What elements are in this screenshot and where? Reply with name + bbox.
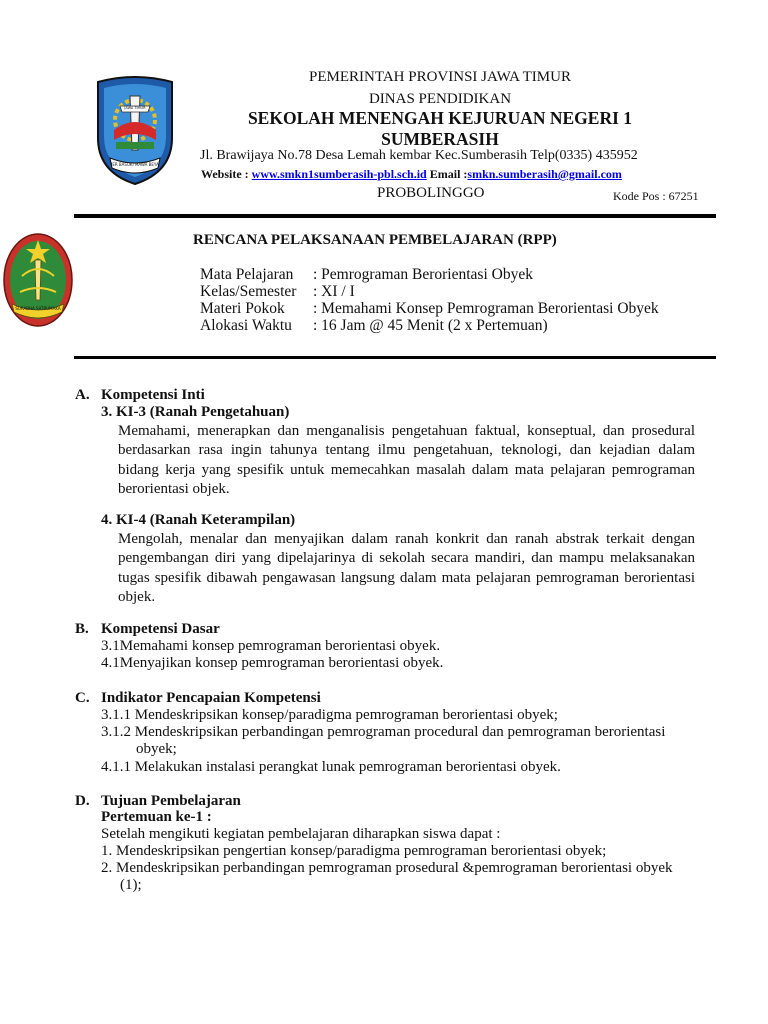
section-c-title: Indikator Pencapaian Kompetensi <box>101 690 321 706</box>
kd-item: 4.1Menyajikan konsep pemrograman berorientasi obyek. <box>101 655 444 671</box>
objective-item: 1. Mendeskripsikan pengertian konsep/paradigma pemrograman berorientasi obyek; <box>101 843 607 859</box>
postal-code: Kode Pos : 67251 <box>613 189 699 203</box>
kd-item: 3.1Memahami konsep pemrograman berorientasi obyek. <box>101 638 441 654</box>
city-name: PROBOLINGGO <box>377 185 485 201</box>
header-government: PEMERINTAH PROVINSI JAWA TIMUR <box>309 69 571 85</box>
header-divider <box>74 214 716 218</box>
ki3-text: Memahami, menerapkan dan menganalisis pengetahuan faktual, konseptual, dan prosedural berdasarkan rasa ingin tahunya tentang ilmu pengetahuan, teknologi, dan kejadian dalam bidang kerja yang spesifik untuk memecahkan masalah dalam mata pelajaran pemrograman berorientasi objek. <box>118 423 695 497</box>
title-divider <box>74 356 716 359</box>
probolinggo-logo <box>2 232 74 328</box>
meta-value-time: : 16 Jam @ 45 Menit (2 x Pertemuan) <box>313 317 548 334</box>
indicator-item-cont: obyek; <box>136 741 177 757</box>
section-b-title: Kompetensi Dasar <box>101 621 220 637</box>
section-c-letter: C. <box>75 690 90 706</box>
objective-intro: Setelah mengikuti kegiatan pembelajaran diharapkan siswa dapat : <box>101 826 501 842</box>
ki4-text: Mengolah, menalar dan menyajikan dalam ranah konkrit dan ranah abstrak terkait dengan pengembangan diri yang dipelajarinya di sekolah secara mandiri, dan mampu melaksanakan tugas spesifik dibawah pengawasan langsung dalam mata pelajaran pemrograman berorientasi objek. <box>118 531 695 605</box>
email-link[interactable]: smkn.sumberasih@gmail.com <box>467 167 622 181</box>
ki4-title: 4. KI-4 (Ranah Keterampilan) <box>101 512 296 528</box>
website-label: Website : <box>201 167 252 181</box>
objective-item-cont: (1); <box>120 877 142 893</box>
meta-value-class: : XI / I <box>313 283 355 300</box>
ki3-title: 3. KI-3 (Ranah Pengetahuan) <box>101 404 290 420</box>
website-link[interactable]: www.smkn1sumberasih-pbl.sch.id <box>251 167 427 181</box>
school-name-2: SUMBERASIH <box>381 129 499 149</box>
indicator-item: 3.1.2 Mendeskripsikan perbandingan pemrograman procedural dan pemrograman berorientasi <box>101 724 666 740</box>
meta-label-class: Kelas/Semester <box>200 283 297 300</box>
meeting-heading: Pertemuan ke-1 : <box>101 809 212 825</box>
section-a-title: Kompetensi Inti <box>101 387 205 403</box>
document-title: RENCANA PELAKSANAAN PEMBELAJARAN (RPP) <box>193 232 557 248</box>
email-label: Email : <box>426 167 468 181</box>
objective-item: 2. Mendeskripsikan perbandingan pemrograman prosedural &pemrograman berorientasi obyek <box>101 860 673 876</box>
section-a-letter: A. <box>75 387 90 403</box>
indicator-item: 4.1.1 Melakukan instalasi perangkat lunak pemrograman berorientasi obyek. <box>101 759 561 775</box>
logo-ribbon-text: JAWA TIMUR <box>124 106 146 110</box>
section-b-letter: B. <box>75 621 89 637</box>
section-d-letter: D. <box>75 793 90 809</box>
meta-value-topic: : Memahami Konsep Pemrograman Berorientasi Obyek <box>313 300 659 317</box>
logo-right-text: SURABHA SATRUMAKA <box>15 306 61 311</box>
jawa-timur-logo <box>92 76 178 186</box>
meta-label-topic: Materi Pokok <box>200 300 285 317</box>
header-department: DINAS PENDIDIKAN <box>368 91 512 107</box>
meta-label-subject: Mata Pelajaran <box>200 266 294 283</box>
indicator-item: 3.1.1 Mendeskripsikan konsep/paradigma pemrograman berorientasi obyek; <box>101 707 558 723</box>
school-name: SEKOLAH MENENGAH KEJURUAN NEGERI 1 <box>247 108 633 128</box>
meta-value-subject: : Pemrograman Berorientasi Obyek <box>313 266 533 283</box>
school-address: Jl. Brawijaya No.78 Desa Lemah kembar Kec.Sumberasih Telp(0335) 435952 <box>200 148 638 163</box>
contact-line <box>201 167 622 182</box>
meta-label-time: Alokasi Waktu <box>200 317 292 334</box>
section-d-title: Tujuan Pembelajaran <box>101 793 241 809</box>
logo-motto-text: JER BASUKI MAWA BEYA <box>111 162 159 167</box>
